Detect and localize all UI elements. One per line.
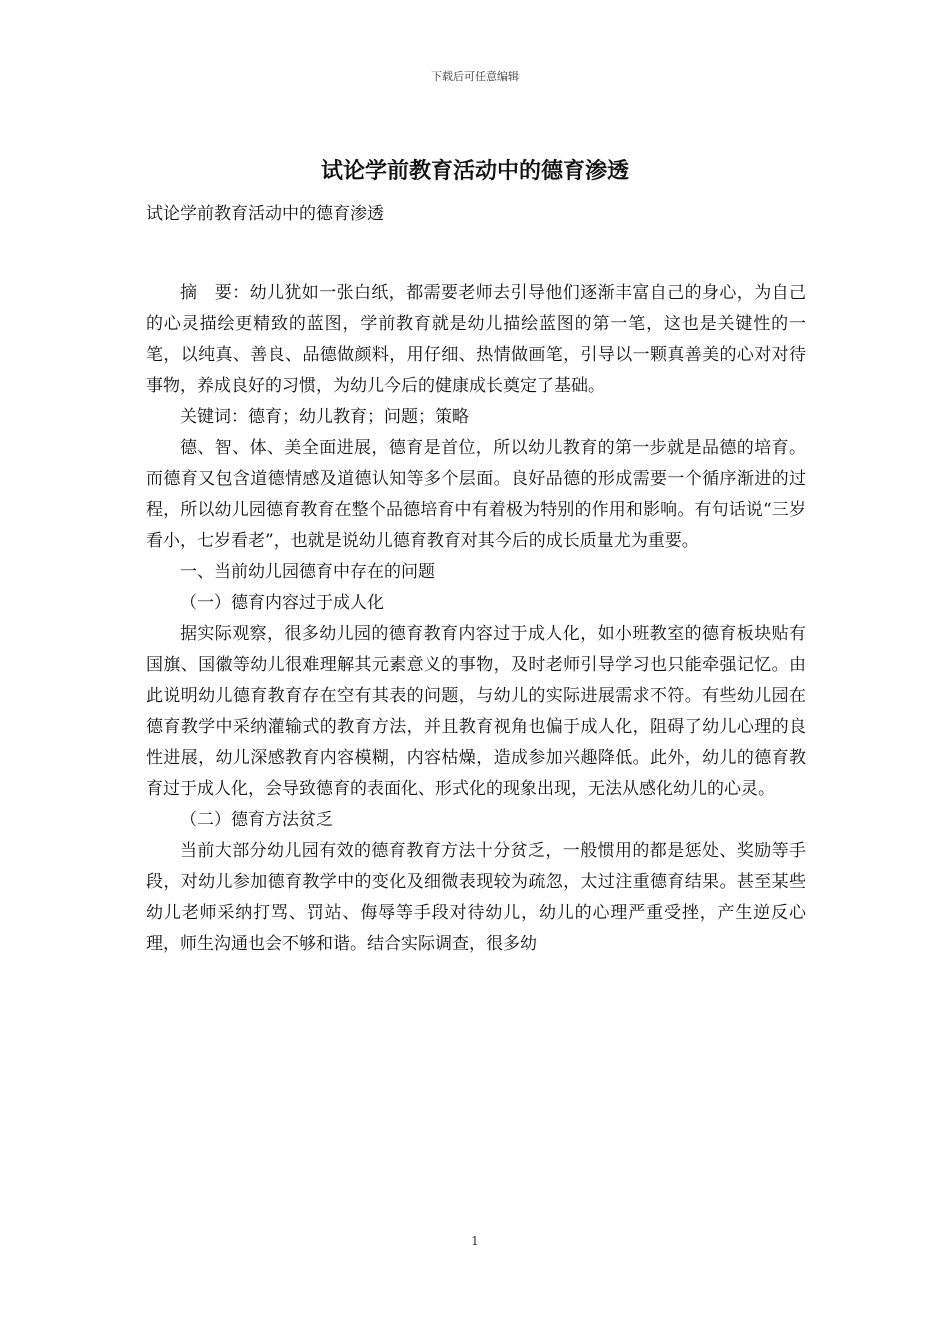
header-note: 下载后可任意编辑 (431, 70, 519, 83)
document-title: 试论学前教育活动中的德育渗透 (320, 158, 629, 184)
keywords-line: 关键词：德育；幼儿教育；问题；策略 (180, 407, 469, 427)
blank-line (146, 230, 806, 278)
document-subtitle: 试论学前教育活动中的德育渗透 (146, 204, 384, 224)
intro-paragraph: 德、智、体、美全面进展，德育是首位，所以幼儿教育的第一步就是品德的培育。而德育又包含道德情感及道德认知等多个层面。良好品德的形成需要一个循序渐进的过程，所以幼儿园德育教育在整个品德培育中有着极为特别的作用和影响。有句话说“三岁看小，七岁看老”，也就是说幼儿德育教育对其今后的成长质量尤为重要。 (146, 438, 806, 551)
page-number: 1 (471, 1234, 479, 1248)
body-paragraph: 据实际观察，很多幼儿园的德育教育内容过于成人化，如小班教室的德育板块贴有国旗、国徽等幼儿很难理解其元素意义的事物，及时老师引导学习也只能牵强记忆。由此说明幼儿德育教育存在空有其表的问题，与幼儿的实际进展需求不符。有些幼儿园在德育教学中采纳灌输式的教育方法，并且教育视角也偏于成人化，阻碍了幼儿心理的良性进展，幼儿深感教育内容模糊，内容枯燥，造成参加兴趣降低。此外，幼儿的德育教育过于成人化，会导致德育的表面化、形式化的现象出现，无法从感化幼儿的心灵。 (146, 624, 806, 799)
abstract-paragraph: 摘 要：幼儿犹如一张白纸，都需要老师去引导他们逐渐丰富自己的身心，为自己的心灵描绘更精致的蓝图，学前教育就是幼儿描绘蓝图的第一笔，这也是关键性的一笔，以纯真、善良、品德做颜料，用仔细、热情做画笔，引导以一颗真善美的心对对待事物，养成良好的习惯，为幼儿今后的健康成长奠定了基础。 (146, 283, 806, 396)
document-body (146, 199, 806, 960)
subsection-heading: （一）德育内容过于成人化 (180, 593, 384, 613)
subsection-heading: （二）德育方法贫乏 (180, 810, 333, 830)
section-heading: 一、当前幼儿园德育中存在的问题 (180, 562, 435, 582)
body-paragraph: 当前大部分幼儿园有效的德育教育方法十分贫乏，一般惯用的都是惩处、奖励等手段，对幼儿参加德育教学中的变化及细微表现较为疏忽，太过注重德育结果。甚至某些幼儿老师采纳打骂、罚站、侮辱等手段对待幼儿，幼儿的心理严重受挫，产生逆反心理，师生沟通也会不够和谐。结合实际调查，很多幼 (146, 841, 806, 954)
